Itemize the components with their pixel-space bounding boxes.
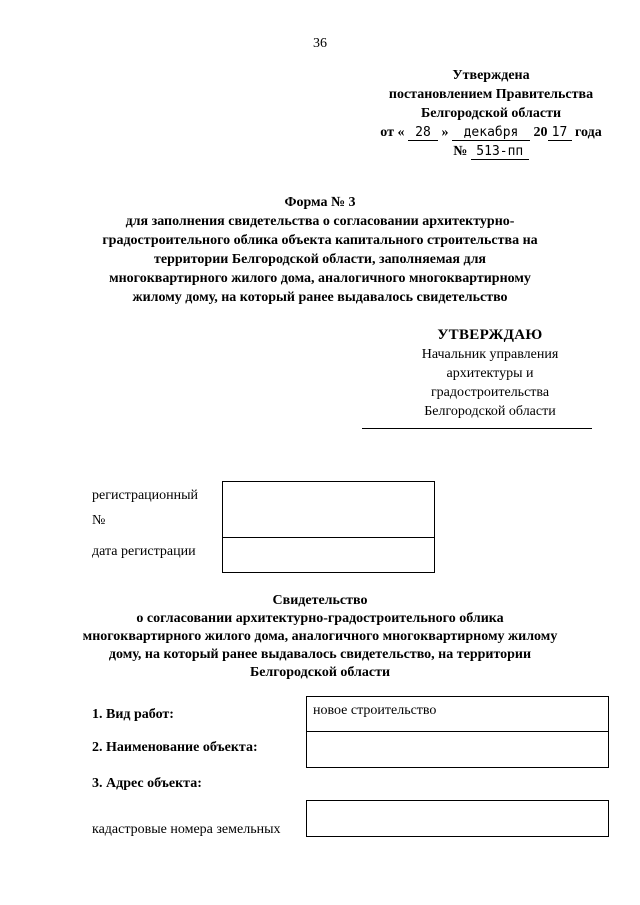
date-prefix: от « [380, 125, 405, 140]
cadastral-label: кадастровые номера земельных [92, 822, 281, 837]
approval-line-1: Утверждена [452, 68, 530, 83]
object-name-field[interactable] [306, 731, 609, 768]
page-number: 36 [313, 36, 327, 51]
approval-stamp [360, 66, 622, 161]
registration-date-label: дата регистрации [92, 544, 196, 559]
approve-line-1: Начальник управления [421, 347, 559, 362]
certificate-subtitle: о согласовании архитектурно-градостроительного облика многоквартирного жилого дома, аналогичного многоквартирному жилому дому, на который ранее выдавалось свидетельство, на территории Белгородской области [82, 611, 558, 680]
approval-number [360, 142, 622, 161]
form-description: для заполнения свидетельства о согласовании архитектурно-градостроительного облика объекта капитального строительства на территории Белгородской области, заполняемая для многоквартирного жилого дома, аналогичного многоквартирному жилому дому, на который ранее выдавалось свидетельство [102, 214, 538, 305]
approval-line-2: постановлением Правительства [388, 87, 594, 102]
approve-block [390, 326, 590, 421]
certificate-header [80, 592, 560, 682]
approve-line-3: Белгородской области [424, 404, 556, 419]
form-header [100, 193, 540, 307]
work-type-label: 1. Вид работ: [92, 707, 174, 722]
date-mid: » [441, 125, 449, 140]
date-year-prefix: 20 [533, 125, 548, 140]
date-month: декабря [452, 126, 530, 141]
approval-line-3: Белгородской области [420, 106, 562, 121]
approve-line-2: архитектуры и градостроительства [430, 366, 550, 400]
approval-date [360, 123, 622, 142]
work-type-field[interactable]: новое строительство [306, 696, 609, 732]
date-year: 17 [548, 126, 572, 141]
number-prefix: № [453, 144, 468, 159]
approve-heading: УТВЕРЖДАЮ [437, 327, 543, 343]
signature-line [362, 428, 592, 429]
cadastral-field[interactable] [306, 800, 609, 837]
registration-number-field[interactable] [222, 481, 435, 538]
certificate-title: Свидетельство [272, 593, 368, 608]
registration-number-label-line-1: регистрационный [92, 488, 199, 503]
registration-number-label [92, 486, 198, 531]
resolution-number: 513-пп [471, 145, 529, 160]
registration-number-label-line-2: № [92, 513, 106, 528]
date-year-suffix: года [575, 125, 602, 140]
object-name-label: 2. Наименование объекта: [92, 740, 258, 755]
registration-date-field[interactable] [222, 537, 435, 573]
address-label: 3. Адрес объекта: [92, 776, 202, 791]
date-day: 28 [408, 126, 438, 141]
form-title: Форма № 3 [284, 195, 356, 210]
